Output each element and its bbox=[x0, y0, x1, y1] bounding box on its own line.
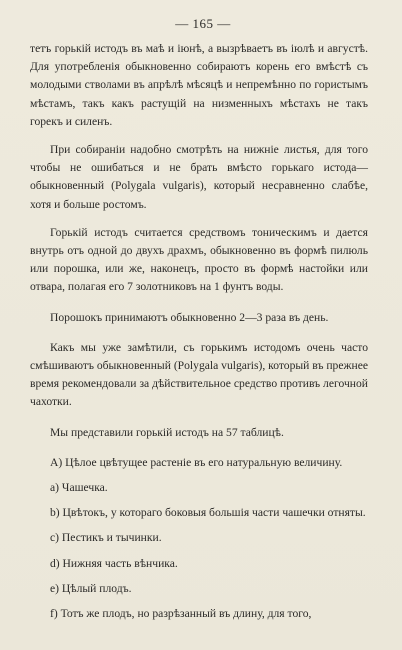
list-item-a: a) Чашечка. bbox=[50, 481, 108, 495]
list-item-c: c) Пестикъ и тычинки. bbox=[50, 531, 162, 545]
page-number: — 165 — bbox=[175, 16, 231, 31]
paragraph-1: тетъ горькій истодъ въ маѣ и іюнѣ, а вызрѣваетъ въ іюлѣ и августѣ. Для употребленія обыкновенно собираютъ корень его вмѣстѣ съ молодыми стволами въ апрѣлѣ мѣсяцѣ и непремѣнно по гористымъ мѣстамъ, такъ какъ растущій на низменныхъ мѣстахъ не такъ горекъ и силенъ. bbox=[30, 42, 368, 128]
list-item-e: e) Цѣлый плодъ. bbox=[50, 581, 132, 595]
list-item-b: b) Цвѣтокъ, у котораго боковыя большія части чашечки отняты. bbox=[50, 506, 366, 520]
list-item-A: A) Цѣлое цвѣтущее растеніе въ его натуральную величину. bbox=[50, 455, 343, 469]
paragraph-4: Порошокъ принимаютъ обыкновенно 2—3 раза въ день. bbox=[50, 310, 329, 324]
list-item-d: d) Нижняя часть вѣнчика. bbox=[50, 556, 178, 570]
paragraph-5: Какъ мы уже замѣтили, съ горькимъ истодомъ очень часто смѣшиваютъ обыкновенный (Polygala vulgaris), который въ прежнее время рекомендовали за дѣйствительное средство противъ легочной чахотки. bbox=[30, 340, 368, 409]
paragraph-2: При собираніи надобно смотрѣть на нижніе листья, для того чтобы не ошибаться и не брать вмѣсто горькаго истода—обыкновенный (Polygala vulgaris), который несравненно слабѣе, хотя и больше ростомъ. bbox=[30, 143, 368, 211]
paragraph-6: Мы представили горькій истодъ на 57 таблицѣ. bbox=[50, 425, 284, 439]
list-item-f: f) Тотъ же плодъ, но разрѣзанный въ длину, для того, bbox=[50, 607, 312, 621]
paragraph-3: Горькій истодъ считается средствомъ тоническимъ и дается внутрь отъ одной до двухъ драхмъ, обыкновенно въ формѣ пилюль или порошка, или же, наконецъ, просто въ формѣ настойки или отвара, полагая его 7 золотниковъ на 1 фунтъ воды. bbox=[30, 225, 368, 294]
